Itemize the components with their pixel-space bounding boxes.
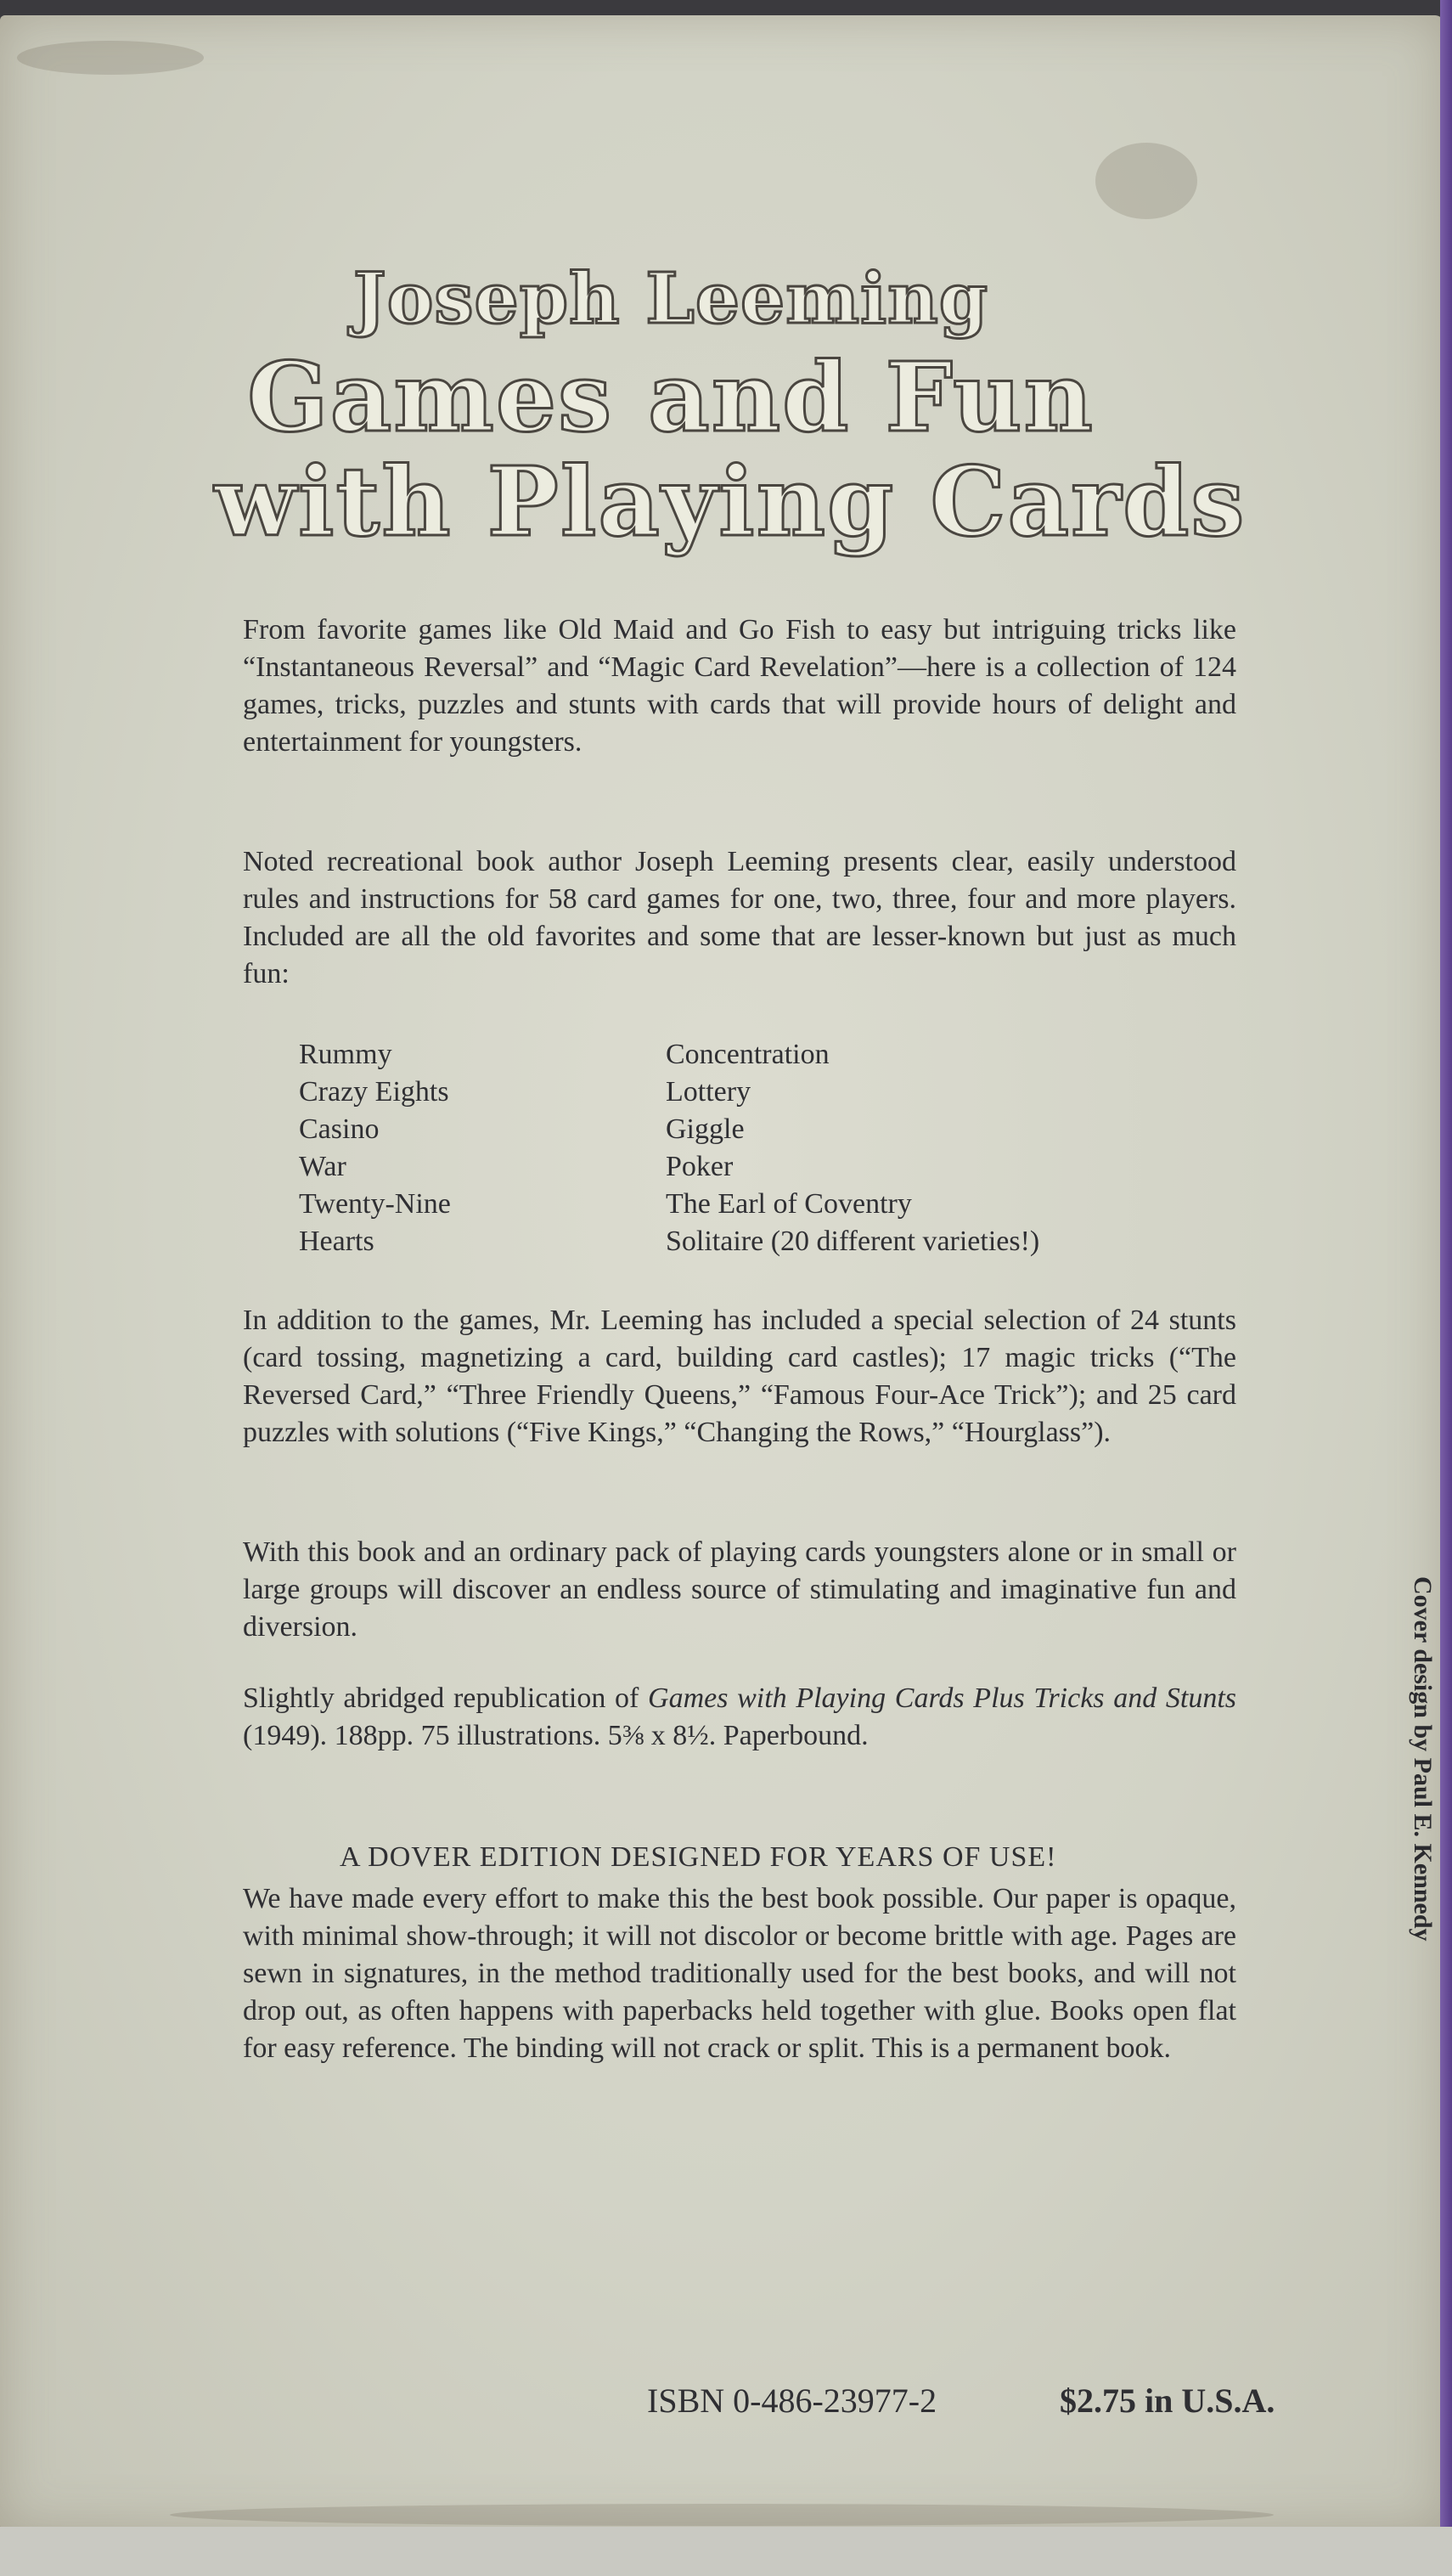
intro-paragraph: From favorite games like Old Maid and Go Fish to easy but intriguing tricks like “Instantaneous Reversal” and “Magic Card Revelation”—here is a collection of 124 games, tricks, puzzles and stunts with cards that will provide hours of delight and entertainment for youngsters.	[243, 614, 1236, 758]
book-back-cover	[0, 15, 1444, 2529]
game-item: Hearts	[299, 1226, 374, 1257]
book-title-line-2: with Playing Cards	[214, 447, 1247, 558]
isbn: ISBN 0-486-23977-2	[647, 2382, 937, 2420]
cover-design-credit: Cover design by Paul E. Kennedy	[1409, 1576, 1437, 1942]
game-item: The Earl of Coventry	[666, 1188, 912, 1220]
game-item: Poker	[666, 1151, 734, 1182]
game-item: Giggle	[666, 1113, 745, 1145]
original-title: Games with Playing Cards Plus Tricks and Stunts	[648, 1683, 1236, 1714]
author-name: Joseph Leeming	[352, 258, 989, 340]
extras-paragraph: In addition to the games, Mr. Leeming has included a special selection of 24 stunts (card tossing, magnetizing a card, building card castles); 17 magic tricks (“The Reversed Card,” “Three Friendly Queens,” “Famous Four-Ace Trick”); and 25 card puzzles with solutions (“Five Kings,” “Changing the Rows,” “Hourglass”).	[243, 1305, 1236, 1448]
game-item: Twenty-Nine	[299, 1188, 451, 1220]
game-item: War	[299, 1151, 346, 1182]
wear-mark	[1095, 143, 1197, 219]
book-title-line-1: Games and Fun	[247, 342, 1095, 454]
wear-mark	[17, 41, 204, 75]
guarantee-paragraph: We have made every effort to make this the best book possible. Our paper is opaque, with minimal show-through; it will not discolor or become brittle with age. Pages are sewn in signatures, in the method traditionally used for the best books, and will not drop out, as often happens with paperbacks held together with glue. Books open flat for easy reference. The binding will not crack or split. This is a permanent book.	[243, 1883, 1236, 2064]
game-item: Casino	[299, 1113, 380, 1145]
closing-paragraph: With this book and an ordinary pack of playing cards youngsters alone or in small or large groups will discover an endless source of stimulating and imaginative fun and diversion.	[243, 1536, 1236, 1643]
game-item: Solitaire (20 different varieties!)	[666, 1226, 1040, 1257]
game-item: Lottery	[666, 1076, 751, 1108]
spine-edge	[1440, 0, 1452, 2576]
games-list-right-column	[666, 1036, 1235, 1260]
author-note-paragraph: Noted recreational book author Joseph Leeming presents clear, easily understood rules and instructions for 58 card games for one, two, three, four and more players. Included are all the old favorites and some that are lesser-known but just as much fun:	[243, 846, 1236, 989]
publication-details: (1949). 188pp. 75 illustrations. 5⅜ x 8½. Paperbound.	[243, 1720, 869, 1751]
publication-note-prefix: Slightly abridged republication of	[243, 1683, 649, 1714]
wear-mark	[170, 2504, 1274, 2526]
price: $2.75 in U.S.A.	[1060, 2382, 1275, 2420]
guarantee-heading: A DOVER EDITION DESIGNED FOR YEARS OF USE!	[340, 1841, 1057, 1873]
scan-background-strip	[0, 2527, 1452, 2576]
game-item: Rummy	[299, 1039, 392, 1070]
game-item: Concentration	[666, 1039, 830, 1070]
game-item: Crazy Eights	[299, 1076, 449, 1108]
publication-note	[243, 1680, 1236, 1755]
games-list-left-column	[299, 1036, 639, 1260]
